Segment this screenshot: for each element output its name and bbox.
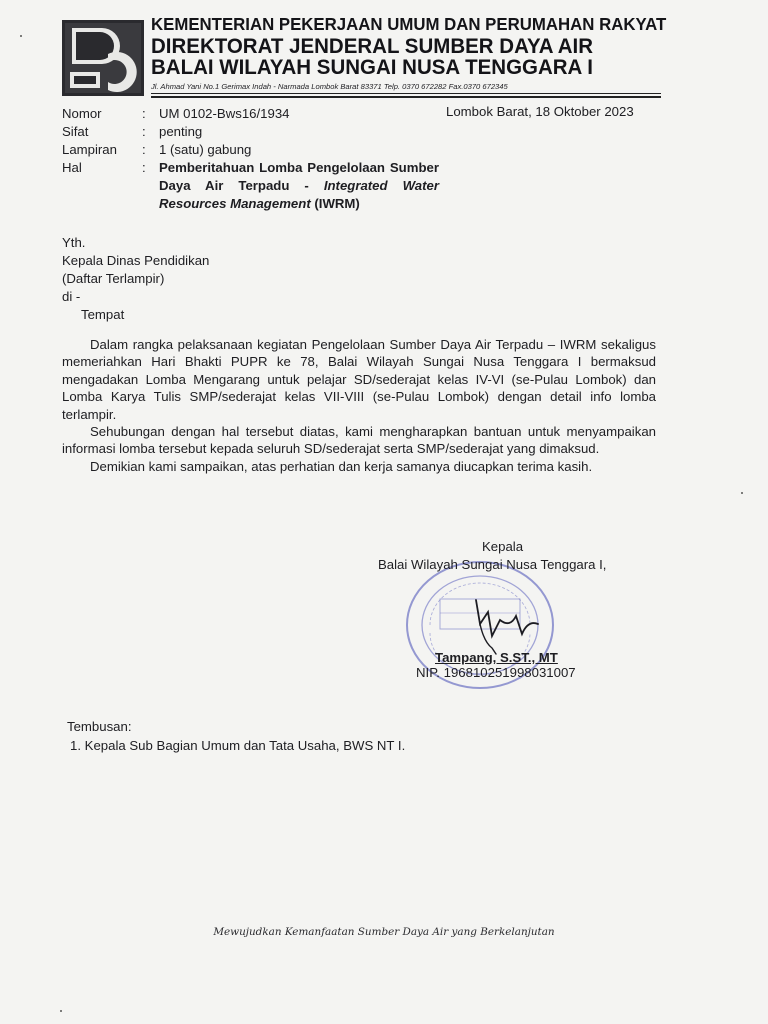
scan-speck (60, 1010, 62, 1012)
signatory-office: Balai Wilayah Sungai Nusa Tenggara I, (378, 557, 607, 572)
pupr-logo-icon (62, 20, 144, 96)
recipient-place: Tempat (81, 307, 125, 322)
body-paragraph-2: Sehubungan dengan hal tersebut diatas, kami mengharapkan bantuan untuk menyampaikan informasi lomba tersebut kepada seluruh SD/sederajat serta SMP/sederajat yang dimaksud. (62, 424, 656, 457)
body-paragraph-3: Demikian kami sampaikan, atas perhatian dan kerja samanya diucapkan terima kasih. (90, 458, 593, 474)
recipient-list: (Daftar Terlampir) (62, 271, 165, 286)
place-date: Lombok Barat, 18 Oktober 2023 (446, 104, 634, 119)
signatory-nip: NIP. 196810251998031007 (416, 665, 576, 680)
letterhead-divider-thick (151, 96, 661, 98)
letterhead-directorate: DIREKTORAT JENDERAL SUMBER DAYA AIR (151, 34, 594, 58)
meta-sifat-value: penting (159, 124, 203, 139)
cc-title: Tembusan: (67, 719, 132, 734)
hal-subject-abbr: (IWRM) (310, 196, 360, 211)
meta-sifat-label: Sifat (62, 124, 89, 139)
meta-nomor-row (62, 105, 439, 123)
letterhead-divider (151, 93, 661, 94)
signatory-title: Kepala (482, 539, 524, 554)
recipient-yth: Yth. (62, 235, 86, 250)
recipient-block (62, 234, 209, 324)
meta-hal-row (62, 159, 439, 213)
footer-motto: Mewujudkan Kemanfaatan Sumber Daya Air yang Berkelanjutan (213, 926, 555, 938)
meta-sifat-row (62, 123, 439, 141)
meta-colon: : (142, 142, 146, 157)
meta-hal-value (159, 159, 439, 213)
letterhead-office: BALAI WILAYAH SUNGAI NUSA TENGGARA I (151, 56, 593, 80)
signatory-name: Tampang, S.ST., MT (435, 650, 558, 665)
meta-nomor-label: Nomor (62, 106, 102, 121)
meta-hal-label: Hal (62, 160, 82, 175)
body-paragraph-1: Dalam rangka pelaksanaan kegiatan Pengelolaan Sumber Daya Air Terpadu – IWRM sekaligus memeriahkan Hari Bhakti PUPR ke 78, Balai Wilayah Sungai Nusa Tenggara I bermaksud mengadakan Lomba Mengarang untuk pelajar SD/sederajat kelas IV-VI (se-Pulau Lombok) dan Lomba Karya Tulis SMP/sederajat kelas VII-VIII (se-Pulau Lombok) dengan detail info lomba terlampir. (62, 337, 656, 422)
meta-colon: : (142, 160, 146, 175)
meta-lampiran-label: Lampiran (62, 142, 117, 157)
meta-nomor-value: UM 0102-Bws16/1934 (159, 106, 290, 121)
hal-subject-italic: Integrated Water Resources Management (159, 178, 439, 211)
recipient-di: di - (62, 289, 81, 304)
meta-colon: : (142, 106, 146, 121)
letterhead-address: Jl. Ahmad Yani No.1 Gerimax Indah - Narmada Lombok Barat 83371 Telp. 0370 672282 Fax.0370 672345 (151, 82, 508, 92)
letter-body (62, 336, 656, 475)
letterhead (151, 14, 667, 92)
meta-lampiran-row (62, 141, 439, 159)
meta-lampiran-value: 1 (satu) gabung (159, 142, 252, 157)
letterhead-ministry: KEMENTERIAN PEKERJAAN UMUM DAN PERUMAHAN RAKYAT (151, 14, 667, 34)
recipient-name: Kepala Dinas Pendidikan (62, 253, 210, 268)
scan-speck (20, 35, 22, 37)
meta-colon: : (142, 124, 146, 139)
hal-subject-main: Pemberitahuan Lomba Pengelolaan Sumber Daya Air Terpadu - (159, 160, 439, 193)
scan-speck (741, 492, 743, 494)
cc-item-1: 1. Kepala Sub Bagian Umum dan Tata Usaha, BWS NT I. (70, 738, 406, 753)
letter-meta (62, 105, 439, 213)
